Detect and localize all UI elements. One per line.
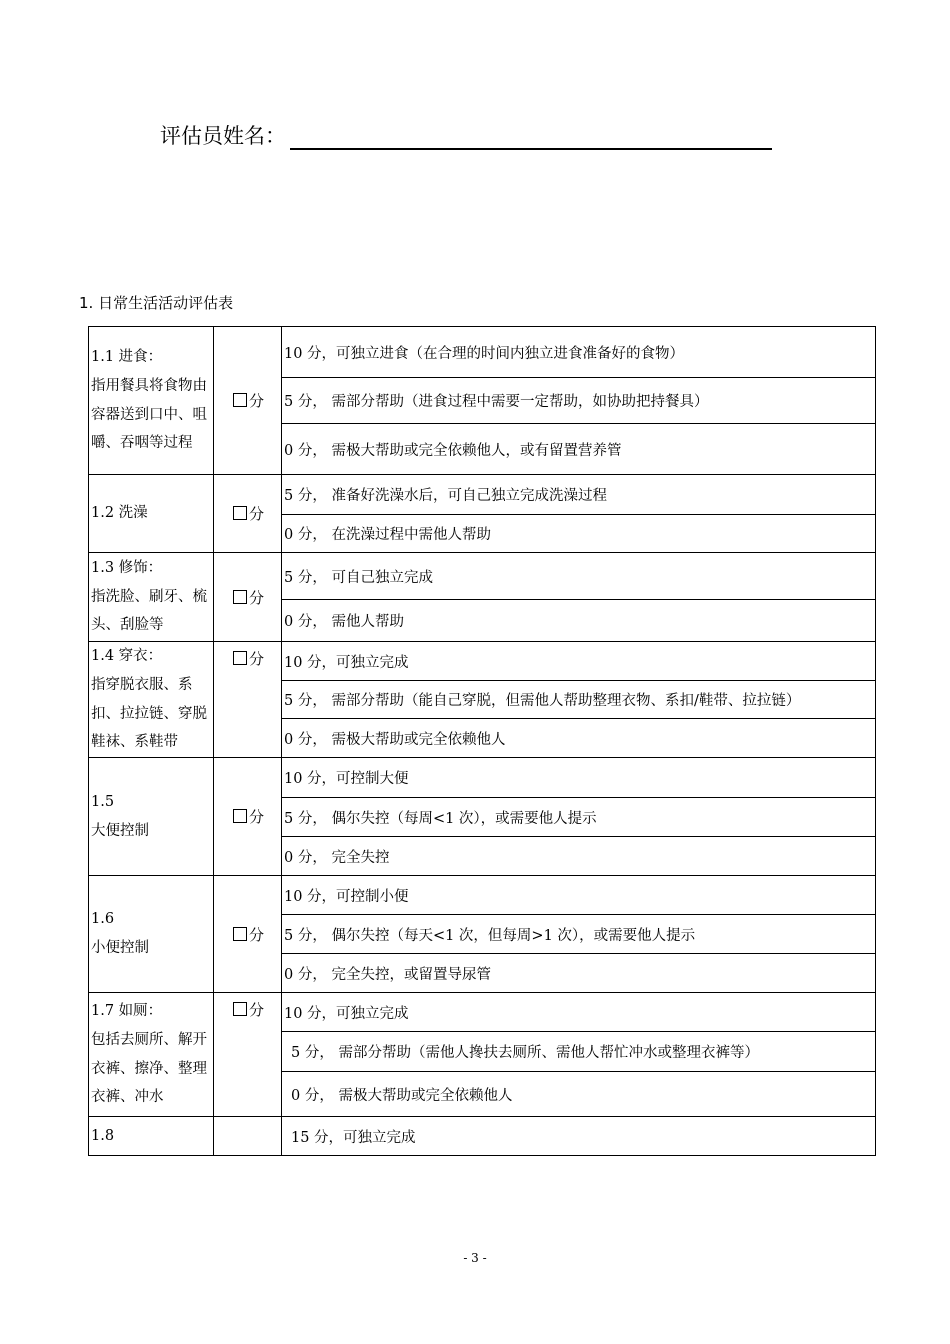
- option-1-2-b: 0 分， 在洗澡过程中需他人帮助: [282, 515, 876, 553]
- option-1-1-c: 0 分， 需极大帮助或完全依赖他人，或有留置营养管: [282, 424, 876, 475]
- checkbox-icon[interactable]: [233, 927, 247, 941]
- option-1-1-b: 5 分， 需部分帮助（进食过程中需要一定帮助，如协助把持餐具）: [282, 378, 876, 424]
- option-1-6-b: 5 分， 偶尔失控（每天<1 次，但每周>1 次），或需要他人提示: [282, 915, 876, 954]
- score-cell-1-7[interactable]: [214, 993, 282, 1117]
- assessor-name-field: [160, 118, 772, 154]
- adl-assessment-table: [88, 326, 876, 1156]
- item-1-7-line-1: 1.7 如厕：: [91, 1003, 163, 1020]
- option-1-7-b: 5 分， 需部分帮助（需他人搀扶去厕所、需他人帮忙冲水或整理衣裤等）: [282, 1032, 876, 1072]
- option-1-6-a: 10 分，可控制小便: [282, 876, 876, 915]
- checkbox-icon[interactable]: [233, 1002, 247, 1016]
- item-label-1-5: [89, 758, 214, 876]
- score-unit: 分: [248, 505, 264, 523]
- score-unit: 分: [248, 925, 264, 944]
- score-cell-1-8[interactable]: [214, 1117, 282, 1156]
- score-unit: 分: [248, 392, 264, 410]
- item-label-1-1: [89, 327, 214, 475]
- checkbox-icon[interactable]: [233, 506, 247, 520]
- item-1-4-line-1: 1.4 穿衣：: [91, 648, 163, 665]
- item-1-3-line-1: 1.3 修饰：: [91, 560, 163, 577]
- option-1-6-c: 0 分， 完全失控，或留置导尿管: [282, 954, 876, 993]
- item-1-1-line-2: 指用餐具将食物由容器送到口中、咀嚼、吞咽等过程: [91, 377, 207, 452]
- score-unit: 分: [248, 808, 264, 826]
- option-1-4-a: 10 分，可独立完成: [282, 642, 876, 681]
- option-1-8-a: 15 分，可独立完成: [282, 1117, 876, 1156]
- option-1-7-c: 0 分， 需极大帮助或完全依赖他人: [282, 1072, 876, 1117]
- item-label-1-7: [89, 993, 214, 1117]
- item-1-7-line-2: 包括去厕所、解开衣裤、擦净、整理衣裤、冲水: [91, 1031, 207, 1106]
- score-cell-1-3[interactable]: [214, 553, 282, 642]
- score-unit: 分: [248, 650, 264, 668]
- option-1-2-a: 5 分， 准备好洗澡水后，可自己独立完成洗澡过程: [282, 475, 876, 515]
- option-1-7-a: 10 分，可独立完成: [282, 993, 876, 1032]
- score-cell-1-6[interactable]: [214, 876, 282, 993]
- score-unit: 分: [248, 1001, 264, 1019]
- score-cell-1-4[interactable]: [214, 642, 282, 758]
- option-1-4-b: 5 分， 需部分帮助（能自己穿脱，但需他人帮助整理衣物、系扣/鞋带、拉拉链）: [282, 681, 876, 719]
- assessor-name-underline: [290, 147, 772, 150]
- item-label-1-3: [89, 553, 214, 642]
- option-1-5-b: 5 分， 偶尔失控（每周<1 次），或需要他人提示: [282, 798, 876, 837]
- item-1-5-line-2: 大便控制: [91, 822, 149, 839]
- option-1-3-a: 5 分， 可自己独立完成: [282, 553, 876, 600]
- score-cell-1-5[interactable]: [214, 758, 282, 876]
- assessor-name-label: 评估员姓名：: [160, 124, 286, 148]
- item-1-4-line-2: 指穿脱衣服、系扣、拉拉链、穿脱鞋袜、系鞋带: [91, 676, 207, 751]
- checkbox-icon[interactable]: [233, 651, 247, 665]
- section-title: 1. 日常生活活动评估表: [79, 294, 234, 312]
- item-label-1-6: [89, 876, 214, 993]
- item-1-6-line-1: 1.6: [91, 911, 115, 928]
- option-1-4-c: 0 分， 需极大帮助或完全依赖他人: [282, 719, 876, 758]
- score-unit: 分: [248, 588, 264, 607]
- option-1-5-c: 0 分， 完全失控: [282, 837, 876, 876]
- item-label-1-2: 1.2 洗澡: [89, 475, 214, 553]
- option-1-3-b: 0 分， 需他人帮助: [282, 600, 876, 642]
- checkbox-icon[interactable]: [233, 393, 247, 407]
- item-label-1-8: 1.8: [89, 1117, 214, 1156]
- item-1-5-line-1: 1.5: [91, 793, 115, 810]
- checkbox-icon[interactable]: [233, 590, 247, 604]
- score-cell-1-1[interactable]: [214, 327, 282, 475]
- option-1-1-a: 10 分，可独立进食（在合理的时间内独立进食准备好的食物）: [282, 327, 876, 378]
- item-1-1-line-1: 1.1 进食：: [91, 349, 163, 366]
- item-label-1-4: [89, 642, 214, 758]
- score-cell-1-2[interactable]: [214, 475, 282, 553]
- checkbox-icon[interactable]: [233, 809, 247, 823]
- item-1-6-line-2: 小便控制: [91, 940, 149, 956]
- option-1-5-a: 10 分，可控制大便: [282, 758, 876, 798]
- page-number: - 3 -: [463, 1251, 487, 1265]
- item-1-3-line-2: 指洗脸、刷牙、梳头、刮脸等: [91, 588, 207, 634]
